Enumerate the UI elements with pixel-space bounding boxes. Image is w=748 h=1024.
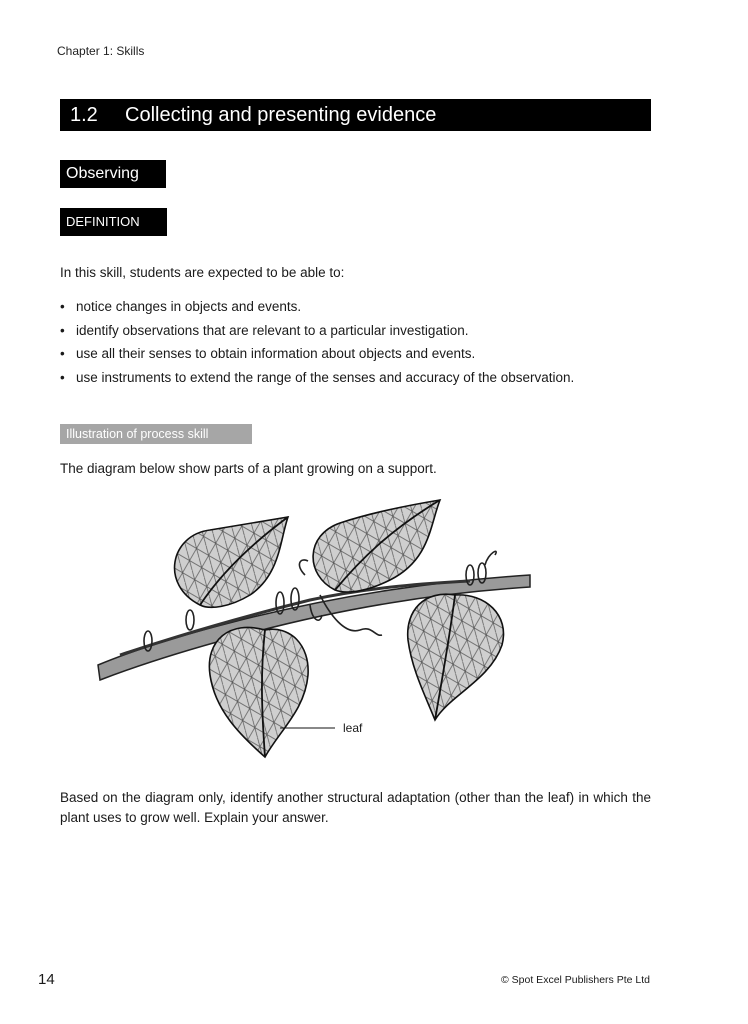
bullet-symbol: • [60, 322, 65, 338]
list-item [60, 322, 574, 346]
definition-intro: In this skill, students are expected to be able to: [60, 265, 345, 280]
list-item [60, 298, 574, 322]
page-number: 14 [38, 971, 55, 988]
subsection-title: Observing [60, 160, 166, 188]
leaf-bottom-middle [209, 627, 308, 757]
list-item [60, 345, 574, 369]
definition-bullet-list [60, 298, 574, 392]
bullet-text: notice changes in objects and events. [76, 299, 302, 314]
chapter-header: Chapter 1: Skills [57, 44, 145, 58]
illustration-label: Illustration of process skill [60, 424, 252, 444]
section-number: 1.2 [70, 104, 98, 126]
leaf-right [408, 594, 504, 720]
plant-diagram [90, 495, 540, 765]
question-text: Based on the diagram only, identify another structural adaptation (other than the leaf) in which the plant uses to grow well. Explain your answer. [60, 790, 651, 825]
section-title-bar [60, 99, 651, 131]
definition-label: DEFINITION [60, 208, 167, 236]
bullet-text: use all their senses to obtain information about objects and events. [76, 346, 476, 361]
leaf-label: leaf [343, 721, 363, 735]
bullet-text: use instruments to extend the range of the senses and accuracy of the observation. [76, 369, 575, 385]
diagram-caption: The diagram below show parts of a plant growing on a support. [60, 461, 437, 476]
bullet-symbol: • [60, 299, 65, 314]
copyright-text: © Spot Excel Publishers Pte Ltd [501, 974, 650, 986]
list-item [60, 369, 574, 393]
bullet-text: identify observations that are relevant to a particular investigation. [76, 322, 469, 338]
bullet-symbol: • [60, 369, 65, 385]
section-title: Collecting and presenting evidence [125, 104, 437, 126]
bullet-symbol: • [60, 346, 65, 361]
